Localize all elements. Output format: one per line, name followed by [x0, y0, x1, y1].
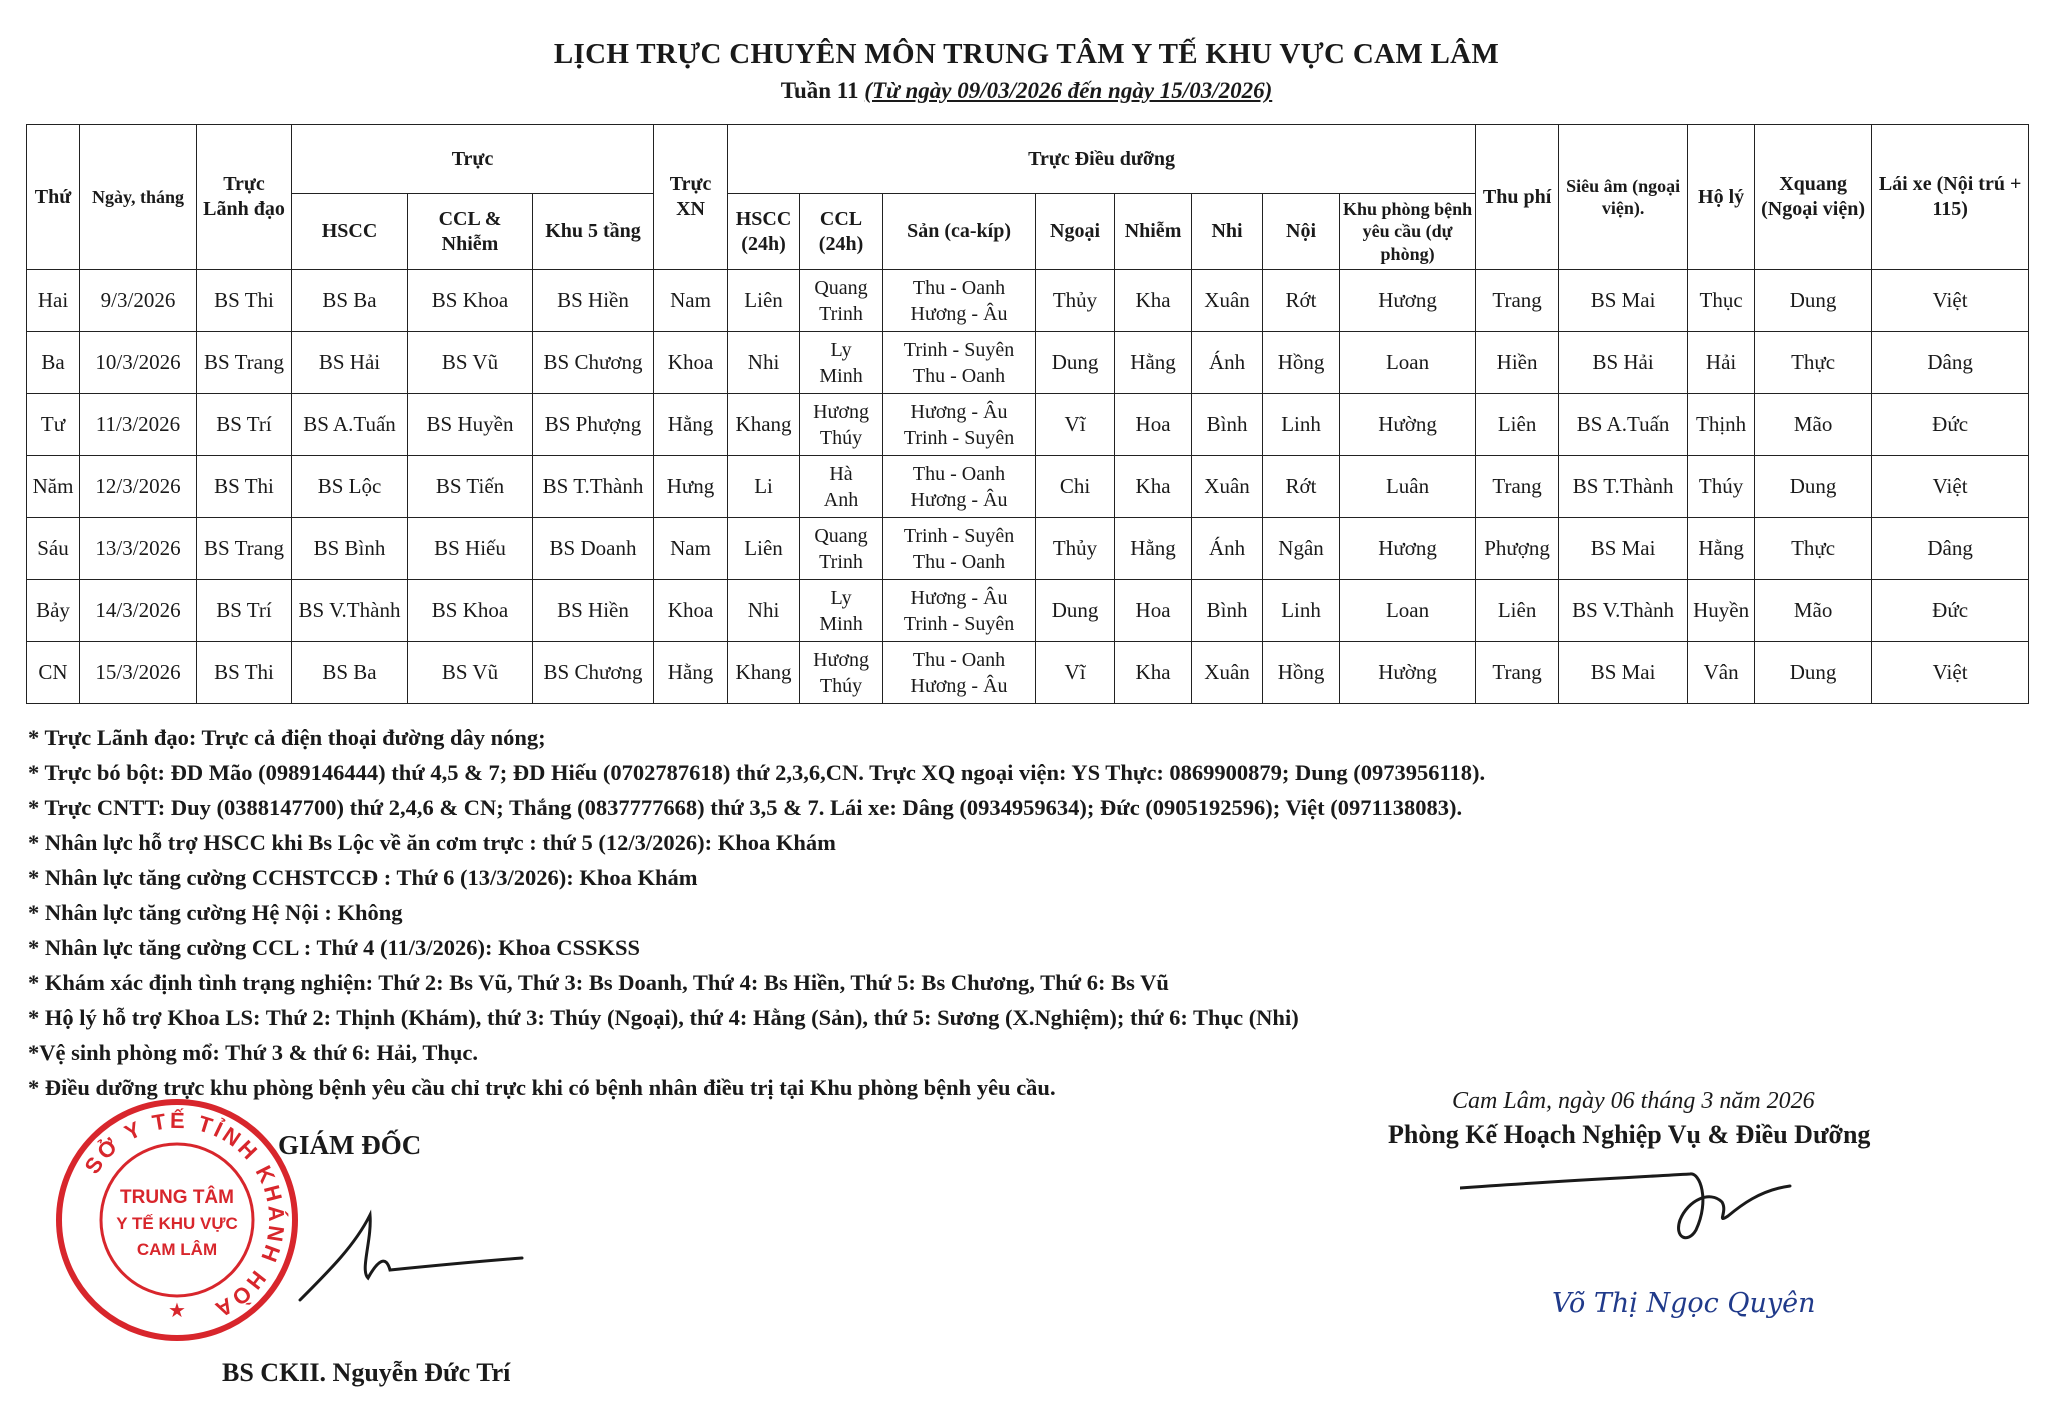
- duty-schedule-table: [26, 124, 2029, 704]
- note-line: * Trực Lãnh đạo: Trực cả điện thoại đường dây nóng;: [28, 725, 546, 750]
- cell-dd-ccl: [800, 394, 883, 456]
- cell-dd-hscc: Khang: [728, 642, 800, 704]
- cell-xquang: Mão: [1755, 580, 1872, 642]
- cell-lanhdao: BS Thi: [197, 270, 292, 332]
- header-laixe: Lái xe (Nội trú + 115): [1872, 125, 2029, 270]
- note-line: * Nhân lực tăng cường CCL : Thứ 4 (11/3/2026): Khoa CSSKSS: [28, 935, 641, 960]
- table-row: [27, 270, 2029, 332]
- cell-hscc: BS Lộc: [292, 456, 408, 518]
- header-nhiem: Nhiễm: [1115, 194, 1192, 270]
- cell-thuphi: Liên: [1476, 394, 1559, 456]
- cell-khuphong: Loan: [1340, 332, 1476, 394]
- cell-dd-ccl: [800, 642, 883, 704]
- cell-ngoai: Dung: [1036, 332, 1115, 394]
- cell-ccl: BS Huyền: [408, 394, 533, 456]
- cell-line: Minh: [819, 612, 863, 635]
- cell-noi: Linh: [1263, 580, 1340, 642]
- cell-xn: Hằng: [654, 642, 728, 704]
- cell-ngoai: Dung: [1036, 580, 1115, 642]
- cell-noi: Rớt: [1263, 270, 1340, 332]
- cell-san: [883, 394, 1036, 456]
- cell-xquang: Dung: [1755, 270, 1872, 332]
- cell-sieuam: BS T.Thành: [1559, 456, 1688, 518]
- cell-thu: CN: [27, 642, 80, 704]
- cell-line: Thúy: [819, 674, 863, 697]
- cell-ngay: 14/3/2026: [80, 580, 197, 642]
- cell-sieuam: BS Mai: [1559, 518, 1688, 580]
- cell-holy: Huyền: [1688, 580, 1755, 642]
- cell-nhi: Bình: [1192, 394, 1263, 456]
- cell-thu: Sáu: [27, 518, 80, 580]
- table-row: [27, 642, 2029, 704]
- cell-dd-hscc: Liên: [728, 270, 800, 332]
- cell-nhiem: Hằng: [1115, 518, 1192, 580]
- cell-ccl: BS Vũ: [408, 332, 533, 394]
- cell-line: Trinh: [819, 302, 863, 325]
- table-row: [27, 332, 2029, 394]
- cell-khu5: BS T.Thành: [533, 456, 654, 518]
- note-line: * Trực bó bột: ĐD Mão (0989146444) thứ 4,5 & 7; ĐD Hiếu (0702787618) thứ 2,3,6,CN. Trực XQ ngoại viện: YS Thực: 0869900879; Dung (0973956118).: [28, 760, 1486, 785]
- cell-khu5: BS Chương: [533, 642, 654, 704]
- cell-khu5: BS Phượng: [533, 394, 654, 456]
- cell-nhi: Ánh: [1192, 518, 1263, 580]
- cell-laixe: Đức: [1872, 394, 2029, 456]
- cell-ngay: 11/3/2026: [80, 394, 197, 456]
- cell-laixe: Việt: [1872, 456, 2029, 518]
- header-lanhdao: Trực Lãnh đạo: [197, 125, 292, 270]
- cell-khu5: BS Doanh: [533, 518, 654, 580]
- cell-holy: Thúy: [1688, 456, 1755, 518]
- cell-line: Hương - Âu: [910, 488, 1008, 511]
- week-label: Tuần 11: [780, 78, 859, 103]
- cell-xquang: Dung: [1755, 642, 1872, 704]
- cell-lanhdao: BS Trang: [197, 332, 292, 394]
- cell-san: [883, 270, 1036, 332]
- header-holy: Hộ lý: [1688, 125, 1755, 270]
- stamp-center-line-3: CAM LÂM: [136, 1240, 218, 1259]
- cell-ccl: BS Vũ: [408, 642, 533, 704]
- cell-nhiem: Hằng: [1115, 332, 1192, 394]
- cell-san: [883, 580, 1036, 642]
- cell-laixe: Việt: [1872, 642, 2029, 704]
- header-san: Sản (ca-kíp): [883, 194, 1036, 270]
- cell-noi: Hồng: [1263, 642, 1340, 704]
- header-xn: Trực XN: [654, 125, 728, 270]
- cell-line: Trinh - Suyên: [903, 524, 1015, 547]
- cell-line: Quang: [814, 276, 868, 299]
- cell-dd-ccl: [800, 580, 883, 642]
- cell-ngoai: Chi: [1036, 456, 1115, 518]
- cell-ngay: 12/3/2026: [80, 456, 197, 518]
- note-line: * Khám xác định tình trạng nghiện: Thứ 2: Bs Vũ, Thứ 3: Bs Doanh, Thứ 4: Bs Hiền, Thứ 5: Bs Chương, Thứ 6: Bs Vũ: [28, 970, 1169, 995]
- cell-noi: Rớt: [1263, 456, 1340, 518]
- cell-laixe: Việt: [1872, 270, 2029, 332]
- cell-lanhdao: BS Trí: [197, 580, 292, 642]
- header-xquang: Xquang (Ngoại viện): [1755, 125, 1872, 270]
- cell-line: Anh: [823, 488, 859, 511]
- cell-line: Trinh - Suyên: [903, 338, 1015, 361]
- header-khu5: Khu 5 tầng: [533, 194, 654, 270]
- cell-thu: Năm: [27, 456, 80, 518]
- cell-thuphi: Trang: [1476, 642, 1559, 704]
- stamp-star-icon: ★: [168, 1300, 186, 1322]
- cell-dd-hscc: Nhi: [728, 580, 800, 642]
- cell-nhi: Bình: [1192, 580, 1263, 642]
- cell-khu5: BS Hiền: [533, 580, 654, 642]
- cell-ngay: 10/3/2026: [80, 332, 197, 394]
- cell-ccl: BS Hiếu: [408, 518, 533, 580]
- cell-line: Hương - Âu: [910, 302, 1008, 325]
- cell-holy: Thịnh: [1688, 394, 1755, 456]
- cell-khuphong: Luân: [1340, 456, 1476, 518]
- cell-hscc: BS Hải: [292, 332, 408, 394]
- cell-thuphi: Trang: [1476, 456, 1559, 518]
- header-ngay: Ngày, tháng: [80, 125, 197, 270]
- cell-line: Hương - Âu: [910, 586, 1008, 609]
- cell-khu5: BS Chương: [533, 332, 654, 394]
- cell-line: Trinh - Suyên: [903, 612, 1015, 635]
- cell-line: Thúy: [819, 426, 863, 449]
- cell-line: Minh: [819, 364, 863, 387]
- cell-thu: Tư: [27, 394, 80, 456]
- cell-laixe: Dâng: [1872, 332, 2029, 394]
- stamp-center-line-2: Y TẾ KHU VỰC: [116, 1214, 238, 1233]
- department-name: Phòng Kế Hoạch Nghiệp Vụ & Điều Dưỡng: [1388, 1120, 1871, 1149]
- director-signature: [260, 1200, 540, 1310]
- table-row: [27, 394, 2029, 456]
- cell-khuphong: Hương: [1340, 518, 1476, 580]
- cell-khuphong: Hường: [1340, 642, 1476, 704]
- cell-xquang: Thực: [1755, 332, 1872, 394]
- cell-xquang: Mão: [1755, 394, 1872, 456]
- header-thu: Thứ: [27, 125, 80, 270]
- cell-line: Thu - Oanh: [912, 462, 1006, 485]
- header-hscc: HSCC: [292, 194, 408, 270]
- cell-dd-hscc: Khang: [728, 394, 800, 456]
- cell-hscc: BS Bình: [292, 518, 408, 580]
- cell-ngoai: Thủy: [1036, 270, 1115, 332]
- cell-ngay: 9/3/2026: [80, 270, 197, 332]
- cell-line: Thu - Oanh: [912, 550, 1006, 573]
- cell-noi: Linh: [1263, 394, 1340, 456]
- cell-ccl: BS Tiến: [408, 456, 533, 518]
- cell-khuphong: Hương: [1340, 270, 1476, 332]
- cell-line: Hà: [829, 462, 853, 485]
- cell-laixe: Dâng: [1872, 518, 2029, 580]
- cell-line: Ly: [830, 338, 852, 361]
- cell-xquang: Thực: [1755, 518, 1872, 580]
- cell-xn: Nam: [654, 270, 728, 332]
- cell-khuphong: Loan: [1340, 580, 1476, 642]
- note-line: * Nhân lực tăng cường CCHSTCCĐ : Thứ 6 (13/3/2026): Khoa Khám: [28, 865, 698, 890]
- cell-khu5: BS Hiền: [533, 270, 654, 332]
- cell-hscc: BS Ba: [292, 642, 408, 704]
- director-title: GIÁM ĐỐC: [278, 1130, 422, 1160]
- header-ccl-nhiem: CCL & Nhiễm: [408, 194, 533, 270]
- cell-lanhdao: BS Thi: [197, 456, 292, 518]
- cell-nhiem: Kha: [1115, 456, 1192, 518]
- cell-san: [883, 642, 1036, 704]
- cell-nhiem: Kha: [1115, 642, 1192, 704]
- header-noi: Nội: [1263, 194, 1340, 270]
- cell-sieuam: BS Mai: [1559, 270, 1688, 332]
- cell-thuphi: Hiền: [1476, 332, 1559, 394]
- cell-line: Trinh: [819, 550, 863, 573]
- cell-xn: Hưng: [654, 456, 728, 518]
- director-name: BS CKII. Nguyễn Đức Trí: [222, 1358, 511, 1387]
- cell-hscc: BS Ba: [292, 270, 408, 332]
- header-dieuduong: Trực Điều dưỡng: [728, 125, 1476, 194]
- cell-dd-ccl: [800, 518, 883, 580]
- header-dd-hscc: HSCC (24h): [728, 194, 800, 270]
- cell-nhi: Xuân: [1192, 270, 1263, 332]
- cell-dd-ccl: [800, 270, 883, 332]
- cell-noi: Hồng: [1263, 332, 1340, 394]
- cell-nhi: Ánh: [1192, 332, 1263, 394]
- cell-dd-ccl: [800, 332, 883, 394]
- note-line: * Nhân lực tăng cường Hệ Nội : Không: [28, 900, 403, 925]
- table-row: [27, 518, 2029, 580]
- header-thuphi: Thu phí: [1476, 125, 1559, 270]
- cell-line: Hương: [813, 648, 869, 671]
- cell-ngoai: Vĩ: [1036, 394, 1115, 456]
- cell-holy: Hải: [1688, 332, 1755, 394]
- date-range: (Từ ngày 09/03/2026 đến ngày 15/03/2026): [864, 78, 1273, 103]
- cell-noi: Ngân: [1263, 518, 1340, 580]
- cell-holy: Vân: [1688, 642, 1755, 704]
- cell-ngoai: Vĩ: [1036, 642, 1115, 704]
- cell-dd-ccl: [800, 456, 883, 518]
- cell-line: Thu - Oanh: [912, 276, 1006, 299]
- stamp-ring-text: SỞ Y TẾ TỈNH KHÁNH HÒA: [79, 1107, 290, 1324]
- cell-xn: Hằng: [654, 394, 728, 456]
- cell-ccl: BS Khoa: [408, 270, 533, 332]
- note-line: * Trực CNTT: Duy (0388147700) thứ 2,4,6 & CN; Thắng (0837777668) thứ 3,5 & 7. Lái xe: Dâng (0934959634); Đức (0905192596); Việt (0971138083).: [28, 795, 1463, 820]
- cell-hscc: BS V.Thành: [292, 580, 408, 642]
- cell-thu: Bảy: [27, 580, 80, 642]
- cell-thuphi: Trang: [1476, 270, 1559, 332]
- cell-nhi: Xuân: [1192, 642, 1263, 704]
- planner-signature: [1460, 1160, 1800, 1280]
- note-line: * Điều dưỡng trực khu phòng bệnh yêu cầu chỉ trực khi có bệnh nhân điều trị tại Khu phòng bệnh yêu cầu.: [28, 1075, 1056, 1100]
- table-row: [27, 580, 2029, 642]
- note-line: * Nhân lực hỗ trợ HSCC khi Bs Lộc về ăn cơm trực : thứ 5 (12/3/2026): Khoa Khám: [28, 830, 836, 855]
- cell-dd-hscc: Nhi: [728, 332, 800, 394]
- cell-lanhdao: BS Thi: [197, 642, 292, 704]
- cell-laixe: Đức: [1872, 580, 2029, 642]
- cell-line: Thu - Oanh: [912, 648, 1006, 671]
- cell-line: Trinh - Suyên: [903, 426, 1015, 449]
- cell-nhi: Xuân: [1192, 456, 1263, 518]
- cell-san: [883, 332, 1036, 394]
- cell-thu: Ba: [27, 332, 80, 394]
- cell-xn: Nam: [654, 518, 728, 580]
- cell-sieuam: BS Mai: [1559, 642, 1688, 704]
- cell-nhiem: Hoa: [1115, 580, 1192, 642]
- cell-holy: Thục: [1688, 270, 1755, 332]
- header-truc: Trực: [292, 125, 654, 194]
- cell-line: Thu - Oanh: [912, 364, 1006, 387]
- cell-line: Ly: [830, 586, 852, 609]
- cell-nhiem: Kha: [1115, 270, 1192, 332]
- cell-sieuam: BS Hải: [1559, 332, 1688, 394]
- note-line: * Hộ lý hỗ trợ Khoa LS: Thứ 2: Thịnh (Khám), thứ 3: Thúy (Ngoại), thứ 4: Hằng (Sản), thứ 5: Sương (X.Nghiệm); thứ 6: Thục (Nhi): [28, 1005, 1299, 1030]
- notes-list: [28, 720, 1485, 1105]
- cell-ccl: BS Khoa: [408, 580, 533, 642]
- cell-ngay: 15/3/2026: [80, 642, 197, 704]
- cell-san: [883, 456, 1036, 518]
- header-nhi: Nhi: [1192, 194, 1263, 270]
- place-date: Cam Lâm, ngày 06 tháng 3 năm 2026: [1452, 1088, 1815, 1114]
- cell-dd-hscc: Li: [728, 456, 800, 518]
- cell-line: Quang: [814, 524, 868, 547]
- note-line: *Vệ sinh phòng mổ: Thứ 3 & thứ 6: Hải, Thục.: [28, 1040, 479, 1065]
- cell-line: Hương - Âu: [910, 400, 1008, 423]
- cell-lanhdao: BS Trang: [197, 518, 292, 580]
- page-subtitle: [0, 78, 2053, 104]
- header-dd-ccl: CCL (24h): [800, 194, 883, 270]
- cell-thuphi: Phượng: [1476, 518, 1559, 580]
- cell-khuphong: Hường: [1340, 394, 1476, 456]
- header-khuphong: Khu phòng bệnh yêu cầu (dự phòng): [1340, 194, 1476, 270]
- header-ngoai: Ngoại: [1036, 194, 1115, 270]
- cell-san: [883, 518, 1036, 580]
- cell-xquang: Dung: [1755, 456, 1872, 518]
- cell-lanhdao: BS Trí: [197, 394, 292, 456]
- cell-hscc: BS A.Tuấn: [292, 394, 408, 456]
- page-title: LỊCH TRỰC CHUYÊN MÔN TRUNG TÂM Y TẾ KHU VỰC CAM LÂM: [553, 38, 1500, 70]
- cell-dd-hscc: Liên: [728, 518, 800, 580]
- cell-thu: Hai: [27, 270, 80, 332]
- stamp-center-line-1: TRUNG TÂM: [120, 1187, 234, 1208]
- cell-holy: Hằng: [1688, 518, 1755, 580]
- cell-nhiem: Hoa: [1115, 394, 1192, 456]
- cell-thuphi: Liên: [1476, 580, 1559, 642]
- cell-ngay: 13/3/2026: [80, 518, 197, 580]
- header-sieuam: Siêu âm (ngoại viện).: [1559, 125, 1688, 270]
- cell-line: Hương: [813, 400, 869, 423]
- cell-xn: Khoa: [654, 332, 728, 394]
- planner-name: Võ Thị Ngọc Quyên: [1552, 1288, 1816, 1319]
- cell-line: Hương - Âu: [910, 674, 1008, 697]
- cell-sieuam: BS A.Tuấn: [1559, 394, 1688, 456]
- cell-sieuam: BS V.Thành: [1559, 580, 1688, 642]
- cell-ngoai: Thủy: [1036, 518, 1115, 580]
- table-row: [27, 456, 2029, 518]
- cell-xn: Khoa: [654, 580, 728, 642]
